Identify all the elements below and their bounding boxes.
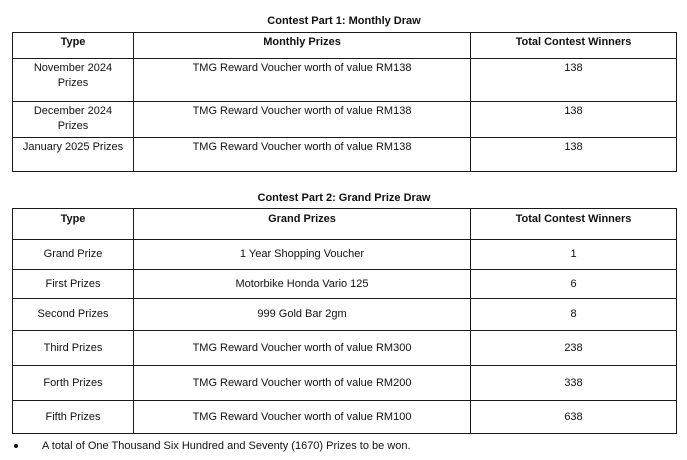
cell-type: November 2024 Prizes bbox=[13, 59, 134, 102]
cell-prize: TMG Reward Voucher worth of value RM138 bbox=[134, 59, 471, 102]
footnote-text: A total of One Thousand Six Hundred and Seventy (1670) Prizes to be won. bbox=[42, 440, 411, 452]
header-type: Type bbox=[13, 209, 134, 240]
cell-type: Forth Prizes bbox=[13, 366, 134, 401]
cell-winners: 238 bbox=[471, 331, 677, 366]
table-row bbox=[13, 401, 677, 434]
cell-type: Grand Prize bbox=[13, 240, 134, 270]
cell-winners: 1 bbox=[471, 240, 677, 270]
cell-prize: 1 Year Shopping Voucher bbox=[134, 240, 471, 270]
table-row bbox=[13, 102, 677, 138]
cell-winners: 138 bbox=[471, 138, 677, 172]
table-header-row bbox=[13, 33, 677, 59]
bullet-icon bbox=[14, 444, 18, 448]
cell-type: Second Prizes bbox=[13, 299, 134, 331]
part2-caption: Contest Part 2: Grand Prize Draw bbox=[257, 192, 431, 204]
table-row bbox=[13, 331, 677, 366]
table-row bbox=[13, 59, 677, 102]
table-header-row bbox=[13, 209, 677, 240]
header-monthly-prizes: Monthly Prizes bbox=[134, 33, 471, 59]
monthly-draw-table bbox=[12, 32, 677, 172]
cell-type: Fifth Prizes bbox=[13, 401, 134, 434]
cell-winners: 638 bbox=[471, 401, 677, 434]
cell-winners: 6 bbox=[471, 270, 677, 299]
cell-winners: 138 bbox=[471, 59, 677, 102]
table-row bbox=[13, 138, 677, 172]
cell-winners: 138 bbox=[471, 102, 677, 138]
table-row bbox=[13, 270, 677, 299]
footnote bbox=[14, 440, 411, 452]
header-total-winners: Total Contest Winners bbox=[471, 209, 677, 240]
cell-type: January 2025 Prizes bbox=[13, 138, 134, 172]
cell-winners: 338 bbox=[471, 366, 677, 401]
cell-prize: TMG Reward Voucher worth of value RM300 bbox=[134, 331, 471, 366]
cell-type: Third Prizes bbox=[13, 331, 134, 366]
table-row bbox=[13, 366, 677, 401]
cell-type: December 2024 Prizes bbox=[13, 102, 134, 138]
header-type: Type bbox=[13, 33, 134, 59]
header-total-winners: Total Contest Winners bbox=[471, 33, 677, 59]
table-row bbox=[13, 299, 677, 331]
cell-prize: TMG Reward Voucher worth of value RM200 bbox=[134, 366, 471, 401]
cell-prize: TMG Reward Voucher worth of value RM138 bbox=[134, 102, 471, 138]
grand-prize-table bbox=[12, 208, 677, 434]
header-grand-prizes: Grand Prizes bbox=[134, 209, 471, 240]
cell-prize: TMG Reward Voucher worth of value RM138 bbox=[134, 138, 471, 172]
cell-type: First Prizes bbox=[13, 270, 134, 299]
cell-prize: TMG Reward Voucher worth of value RM100 bbox=[134, 401, 471, 434]
cell-prize: 999 Gold Bar 2gm bbox=[134, 299, 471, 331]
part1-caption: Contest Part 1: Monthly Draw bbox=[267, 15, 421, 27]
table-row bbox=[13, 240, 677, 270]
cell-prize: Motorbike Honda Vario 125 bbox=[134, 270, 471, 299]
cell-winners: 8 bbox=[471, 299, 677, 331]
